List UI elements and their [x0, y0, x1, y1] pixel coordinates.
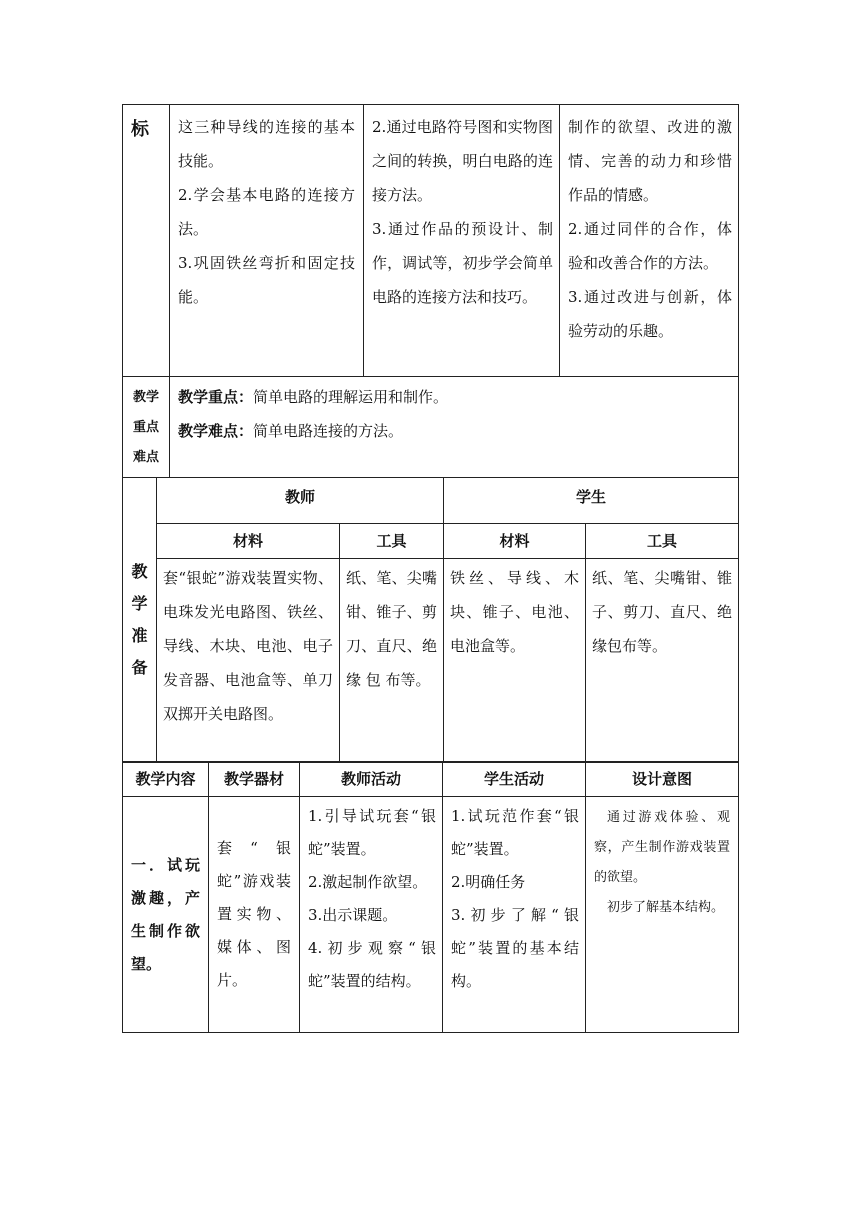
objectives-row-label	[123, 105, 170, 377]
difficult-point-text: 简单电路连接的方法。	[253, 422, 404, 440]
preparation-header-row	[123, 478, 739, 524]
student-materials-text: 铁丝、导线、木块、锥子、电池、电池盒等。	[450, 569, 580, 655]
student-materials-header: 材料	[444, 524, 586, 559]
key-points-content	[170, 377, 739, 478]
header-design-intent: 设计意图	[586, 762, 739, 797]
objective-text: 这三种导线的连接的基本技能。	[178, 118, 355, 170]
teacher-activity: 2.激起制作欲望。	[308, 873, 428, 891]
preparation-label-char: 备	[131, 658, 148, 677]
teacher-activity-cell	[300, 797, 443, 1033]
student-tools-text: 纸、笔、尖嘴钳、锥子、剪刀、直尺、绝缘包布等。	[592, 569, 733, 655]
teacher-materials-cell	[157, 559, 340, 763]
teacher-activity: 3.出示课题。	[308, 906, 398, 924]
equipment-text: 套“银蛇”游戏装置实物、媒体、图片。	[217, 839, 291, 989]
objective-text: 制作的欲望、改进的激情、完善的动力和珍惜作品的情感。	[568, 118, 732, 204]
header-teacher-activity: 教师活动	[300, 762, 443, 797]
objectives-table	[122, 104, 739, 478]
content-cell	[123, 797, 209, 1033]
student-tools-cell	[586, 559, 739, 763]
key-point-line	[178, 380, 730, 414]
student-activity-cell	[443, 797, 586, 1033]
student-header: 学生	[444, 478, 739, 524]
teacher-activity: 1.引导试玩套“银蛇”装置。	[308, 807, 436, 858]
teacher-materials-text: 套“银蛇”游戏装置实物、电珠发光电路图、铁丝、导线、木块、电池、电子发音器、电池盒等、单刀双掷开关电路图。	[163, 569, 333, 723]
objective-text: 3.巩固铁丝弯折和固定技能。	[178, 254, 355, 306]
difficult-point-label: 教学难点：	[178, 422, 254, 440]
preparation-table	[122, 477, 739, 763]
header-equipment: 教学器材	[209, 762, 300, 797]
key-points-row	[123, 377, 739, 478]
design-intent: 初步了解基本结构。	[607, 900, 725, 915]
objectives-col2	[364, 105, 560, 377]
objectives-col1	[170, 105, 364, 377]
teacher-tools-text: 纸、笔、尖嘴钳、锥子、剪刀、直尺、绝 缘 包 布等。	[346, 569, 438, 689]
header-content: 教学内容	[123, 762, 209, 797]
student-materials-cell	[444, 559, 586, 763]
process-table	[122, 761, 739, 1033]
preparation-label-char: 教	[131, 562, 148, 581]
teacher-tools-header: 工具	[340, 524, 444, 559]
header-student-activity: 学生活动	[443, 762, 586, 797]
key-points-label	[123, 377, 170, 478]
teacher-activity: 4.初步观察“银蛇”装置的结构。	[308, 939, 436, 990]
content-text: 一．试玩激趣，产生制作欲望。	[131, 855, 200, 973]
key-points-label-line: 难点	[132, 450, 159, 465]
difficult-point-line	[178, 414, 730, 448]
process-row	[123, 797, 739, 1033]
student-tools-header: 工具	[586, 524, 739, 559]
preparation-label-char: 学	[131, 594, 148, 613]
teacher-tools-cell	[340, 559, 444, 763]
objective-text: 3.通过作品的预设计、制作，调试等，初步学会简单电路的连接方法和技巧。	[372, 220, 553, 306]
preparation-subheader-row	[123, 524, 739, 559]
equipment-cell	[209, 797, 300, 1033]
preparation-label	[123, 478, 157, 763]
student-activity: 3.初步了解“银蛇”装置的基本结构。	[451, 906, 579, 990]
teacher-header: 教师	[157, 478, 444, 524]
objectives-row	[123, 105, 739, 377]
objective-text: 3.通过改进与创新，体验劳动的乐趣。	[568, 288, 732, 340]
objective-text: 2.通过电路符号图和实物图之间的转换，明白电路的连接方法。	[372, 118, 553, 204]
objective-text: 2.通过同伴的合作，体验和改善合作的方法。	[568, 220, 732, 272]
design-intent-cell	[586, 797, 739, 1033]
row-label-text: 标	[131, 119, 149, 140]
key-points-label-line: 重点	[132, 420, 159, 435]
key-point-text: 简单电路的理解运用和制作。	[253, 388, 449, 406]
teacher-materials-header: 材料	[157, 524, 340, 559]
objective-text: 2.学会基本电路的连接方法。	[178, 186, 355, 238]
student-activity: 1.试玩范作套“银蛇”装置。	[451, 807, 579, 858]
preparation-label-char: 准	[131, 626, 148, 645]
design-intent: 通过游戏体验、观察，产生制作游戏装置的欲望。	[594, 810, 730, 885]
preparation-content-row	[123, 559, 739, 763]
student-activity: 2.明确任务	[451, 873, 526, 891]
key-point-label: 教学重点：	[178, 388, 254, 406]
process-header-row	[123, 762, 739, 797]
objectives-col3	[560, 105, 739, 377]
key-points-label-line: 教学	[132, 390, 159, 405]
